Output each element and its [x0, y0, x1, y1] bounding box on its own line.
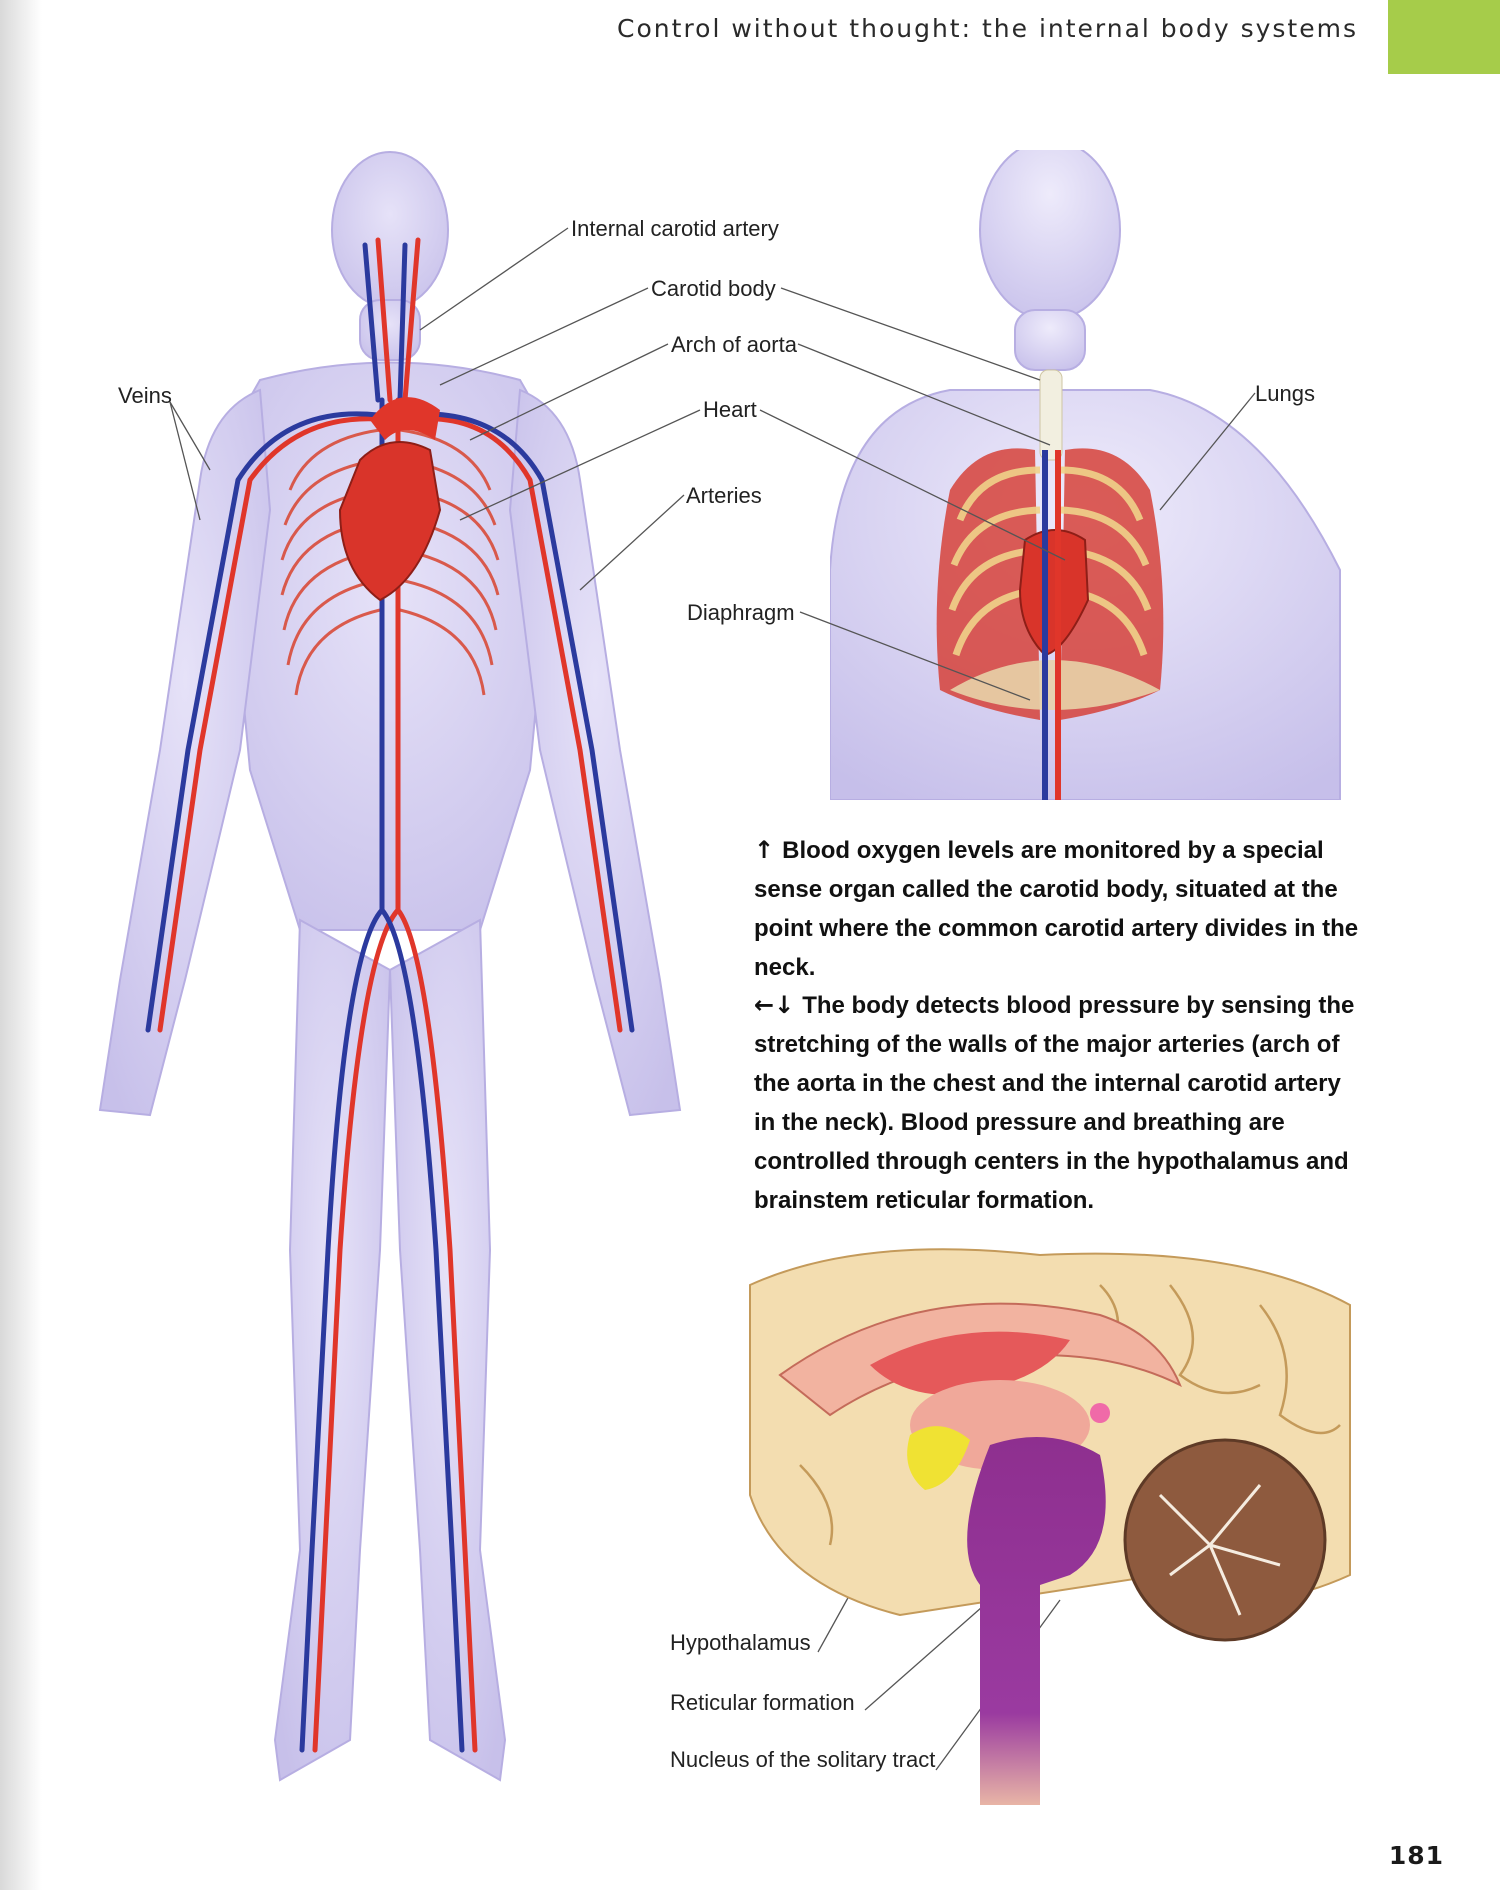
label-reticular-formation: Reticular formation [670, 1690, 855, 1715]
left-down-arrow-icon: ←↓ [754, 991, 795, 1019]
caption-oxygen-text: Blood oxygen levels are monitored by a special sense organ called the carotid body, situated at the point where the common carotid artery divides in the neck. [754, 837, 1359, 981]
pineal-gland [1090, 1403, 1110, 1423]
cerebellum [1125, 1440, 1325, 1640]
brain-sagittal-figure [740, 1245, 1360, 1815]
caption-oxygen [754, 831, 1364, 987]
label-arch-of-aorta: Arch of aorta [671, 332, 797, 357]
label-internal-carotid-artery: Internal carotid artery [571, 216, 779, 241]
label-diaphragm: Diaphragm [687, 600, 795, 625]
up-arrow-icon: ↑ [754, 836, 775, 864]
label-hypothalamus: Hypothalamus [670, 1630, 811, 1655]
label-arteries: Arteries [686, 483, 762, 508]
running-head: Control without thought: the internal body systems [617, 14, 1358, 43]
label-lungs: Lungs [1255, 381, 1315, 406]
label-nucleus-solitary-tract: Nucleus of the solitary tract [670, 1747, 936, 1772]
page-number: 181 [1388, 1841, 1444, 1870]
brainstem [967, 1437, 1106, 1805]
label-veins: Veins [118, 383, 172, 408]
caption-pressure [754, 986, 1364, 1220]
caption-pressure-text: The body detects blood pressure by sensing the stretching of the walls of the major arteries (arch of the aorta in the chest and the internal carotid artery in the neck). Blood pressure and breathing are controlled through centers in the hypothalamus and brainstem reticular formation. [754, 992, 1355, 1214]
label-carotid-body: Carotid body [651, 276, 776, 301]
label-heart: Heart [703, 397, 757, 422]
